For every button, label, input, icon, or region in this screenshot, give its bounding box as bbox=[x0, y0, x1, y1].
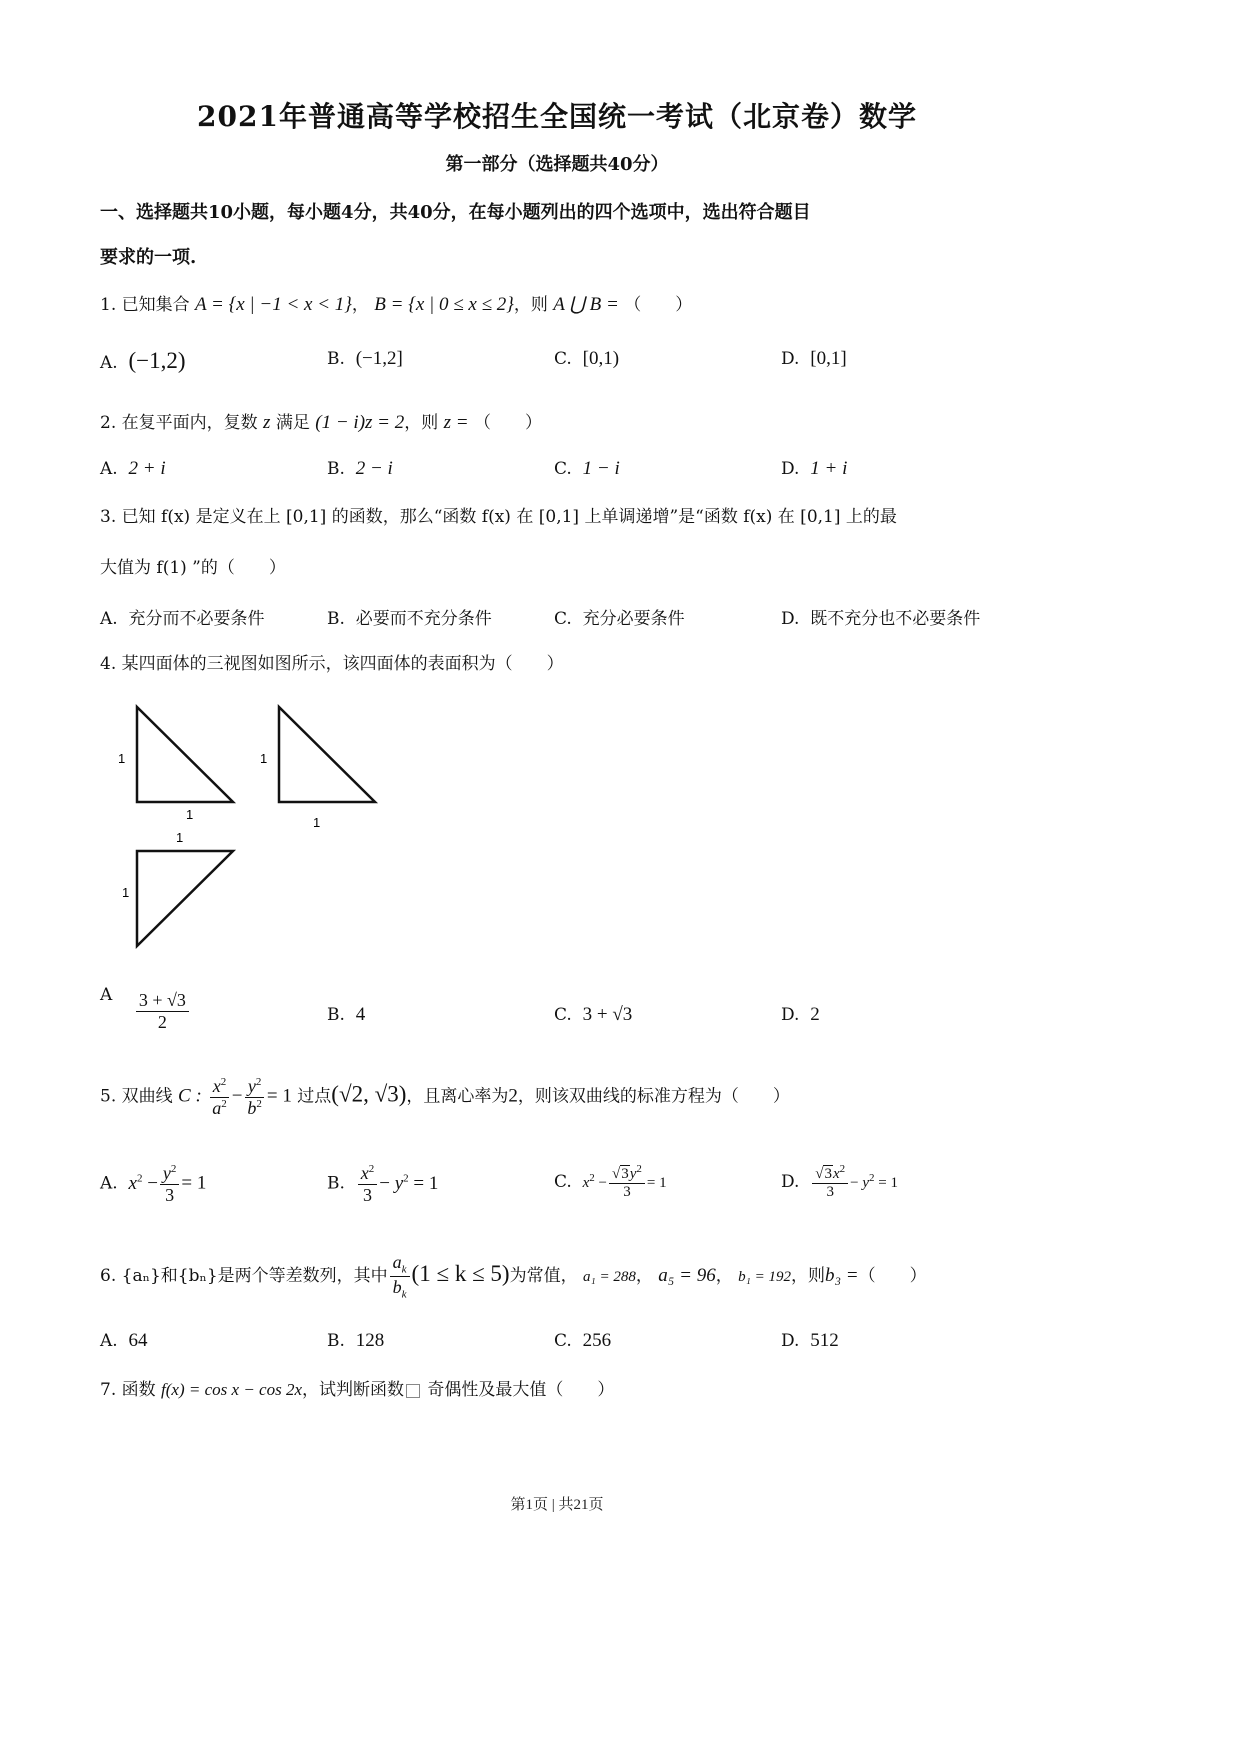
q5-option-a: A. $x^2$ − $\frac{y^2}{3}$ = 1 bbox=[100, 1163, 207, 1205]
question-number: 5. bbox=[100, 1086, 117, 1107]
section-heading-line2: 要求的一项. bbox=[100, 247, 197, 268]
q4-option-a: A $\frac{3 + √3}{2}$ bbox=[100, 990, 191, 1032]
hyperbola-term-x: $\frac{x^2}{a^2}$ bbox=[209, 1076, 230, 1118]
eccentricity: 2 bbox=[508, 1085, 518, 1107]
question-text: ，则该双曲线的标准方程为（ ） bbox=[517, 1086, 790, 1107]
question-number: 7. bbox=[100, 1380, 117, 1400]
given-point: (√2, √3) bbox=[331, 1081, 407, 1107]
question-text: ，则 bbox=[513, 295, 548, 315]
front-view-height-label: 1 bbox=[118, 751, 126, 766]
hyperbola-term-y: $\frac{y^2}{b^2}$ bbox=[244, 1076, 265, 1118]
question-1 bbox=[100, 290, 692, 316]
question-text: 满足 bbox=[275, 413, 310, 433]
question-text: 函数 bbox=[121, 1380, 156, 1400]
a1-value: a₁ = 288 bbox=[583, 1269, 636, 1286]
q1-option-b: B. (−1,2] bbox=[327, 348, 403, 369]
top-view-height-label: 1 bbox=[122, 885, 130, 900]
side-view-height-label: 1 bbox=[260, 751, 268, 766]
side-view-triangle bbox=[279, 707, 375, 802]
question-4 bbox=[100, 649, 564, 674]
q2-option-c: C. 1 − i bbox=[554, 458, 620, 479]
b1-value: b₁ = 192 bbox=[738, 1269, 791, 1286]
set-b: B = {x | 0 ≤ x ≤ 2} bbox=[374, 294, 514, 315]
q3-option-b: B. 必要而不充分条件 bbox=[327, 609, 492, 629]
question-text: 已知集合 bbox=[121, 295, 190, 315]
q5-option-d: D. $\frac{√3x^2}{3}$ − $y^2 = 1$ bbox=[781, 1163, 899, 1201]
q6-option-c: C. 256 bbox=[554, 1330, 612, 1351]
curve-name: C : bbox=[178, 1085, 202, 1107]
top-view-width-label: 1 bbox=[176, 830, 184, 845]
question-text: 为常值， bbox=[509, 1266, 578, 1287]
q4-option-b: B. 4 bbox=[327, 1004, 366, 1025]
q6-option-b: B. 128 bbox=[327, 1330, 385, 1351]
question-number: 2. bbox=[100, 413, 117, 433]
q6-option-a: A. 64 bbox=[100, 1330, 148, 1351]
question-6: 6. {aₙ}和{bₙ}是两个等差数列，其中 $\frac{a_k}{b_k}$ (1 ≤ k ≤ 5)为常值， a₁ = 288， a₅ = 96， b₁ = 192，则b₃ =（ ） bbox=[100, 1252, 927, 1301]
question-text: 奇偶性及最大值（ ） bbox=[427, 1380, 615, 1400]
q2-option-a: A. 2 + i bbox=[100, 458, 166, 479]
page-footer: 第1页 | 共21页 bbox=[510, 1497, 604, 1513]
q3-option-a: A. 充分而不必要条件 bbox=[100, 609, 265, 629]
q4-option-c: C. 3 + √3 bbox=[554, 1004, 633, 1025]
question-text: 双曲线 bbox=[121, 1086, 173, 1107]
variable-z: z bbox=[263, 412, 271, 433]
b3-expression: b₃ = bbox=[824, 1265, 859, 1287]
answer-blank: （ ） bbox=[624, 295, 693, 315]
part-heading: 第一部分（选择题共40分） bbox=[445, 154, 669, 175]
question-number: 4. bbox=[100, 654, 117, 674]
section-heading-line1: 一、选择题共10小题，每小题4分，共40分，在每小题列出的四个选项中，选出符合题目 bbox=[100, 202, 811, 223]
ratio-ak-bk: $\frac{a_k}{b_k}$ bbox=[390, 1252, 410, 1301]
front-view-triangle bbox=[137, 707, 233, 802]
question-number: 3. bbox=[100, 507, 117, 527]
question-3-line1 bbox=[100, 502, 897, 527]
question-5: 5. 双曲线 C : $\frac{x^2}{a^2}$ − $\frac{y^2}{b^2}$ = 1 过点(√2, √3)，且离心率为2，则该双曲线的标准方程为（ ） bbox=[100, 1076, 790, 1118]
question-number: 6. bbox=[100, 1266, 117, 1287]
q2-option-b: B. 2 − i bbox=[327, 458, 393, 479]
question-text: 过点 bbox=[297, 1086, 332, 1107]
expression: z = bbox=[443, 412, 469, 433]
question-text: ，则 bbox=[790, 1266, 825, 1287]
equation: (1 − i)z = 2 bbox=[315, 412, 405, 433]
top-view-triangle bbox=[137, 851, 233, 946]
question-7 bbox=[100, 1375, 614, 1400]
separator: ， bbox=[351, 295, 369, 315]
q3-option-d: D. 既不充分也不必要条件 bbox=[781, 609, 981, 629]
set-a: A = {x | −1 < x < 1} bbox=[195, 294, 352, 315]
fraction-denominator: 2 bbox=[157, 1011, 167, 1032]
union-expression: A ⋃ B = bbox=[553, 294, 619, 315]
fraction-numerator: 3 + √3 bbox=[136, 990, 189, 1012]
question-text: 某四面体的三视图如图所示，该四面体的表面积为（ ） bbox=[121, 654, 564, 674]
question-text: {aₙ}和{bₙ}是两个等差数列，其中 bbox=[121, 1266, 388, 1287]
question-text: 在复平面内，复数 bbox=[121, 413, 258, 433]
question-number: 1. bbox=[100, 295, 117, 315]
question-text: ，且离心率为 bbox=[406, 1086, 509, 1107]
side-view-width-label: 1 bbox=[313, 815, 321, 830]
q5-option-c: C. $x^2$ − $\frac{√3y^2}{3}$ = 1 bbox=[554, 1163, 667, 1201]
q1-option-d: D. [0,1] bbox=[781, 348, 847, 369]
q1-option-c: C. [0,1) bbox=[554, 348, 620, 369]
k-range: (1 ≤ k ≤ 5) bbox=[411, 1261, 510, 1287]
q6-option-d: D. 512 bbox=[781, 1330, 839, 1351]
question-text: ，试判断函数 bbox=[302, 1380, 404, 1400]
three-view-figure bbox=[100, 695, 400, 960]
q4-option-d: D. 2 bbox=[781, 1004, 820, 1025]
question-text: 已知 f(x) 是定义在上 [0,1] 的函数，那么“函数 f(x) 在 [0,1] 上单调递增”是“函数 f(x) 在 [0,1] 上的最 bbox=[121, 507, 897, 527]
front-view-width-label: 1 bbox=[186, 807, 194, 822]
q3-option-c: C. 充分必要条件 bbox=[554, 609, 685, 629]
q2-option-d: D. 1 + i bbox=[781, 458, 848, 479]
answer-blank: （ ） bbox=[858, 1266, 927, 1287]
page-title: 2021年普通高等学校招生全国统一考试（北京卷）数学 bbox=[197, 100, 917, 133]
answer-blank: （ ） bbox=[474, 413, 543, 433]
a5-value: a₅ = 96 bbox=[658, 1265, 716, 1287]
function-definition: f(x) = cos x − cos 2x bbox=[161, 1380, 302, 1399]
garbled-glyph bbox=[406, 1384, 420, 1398]
question-3-line2: 大值为 f(1) ”的（ ） bbox=[100, 558, 286, 578]
q5-option-b: B. $\frac{x^2}{3}$ − $y^2 = 1$ bbox=[327, 1163, 439, 1205]
question-2 bbox=[100, 408, 542, 434]
q1-option-a: A. (−1,2) bbox=[100, 348, 186, 373]
question-text: ，则 bbox=[404, 413, 439, 433]
